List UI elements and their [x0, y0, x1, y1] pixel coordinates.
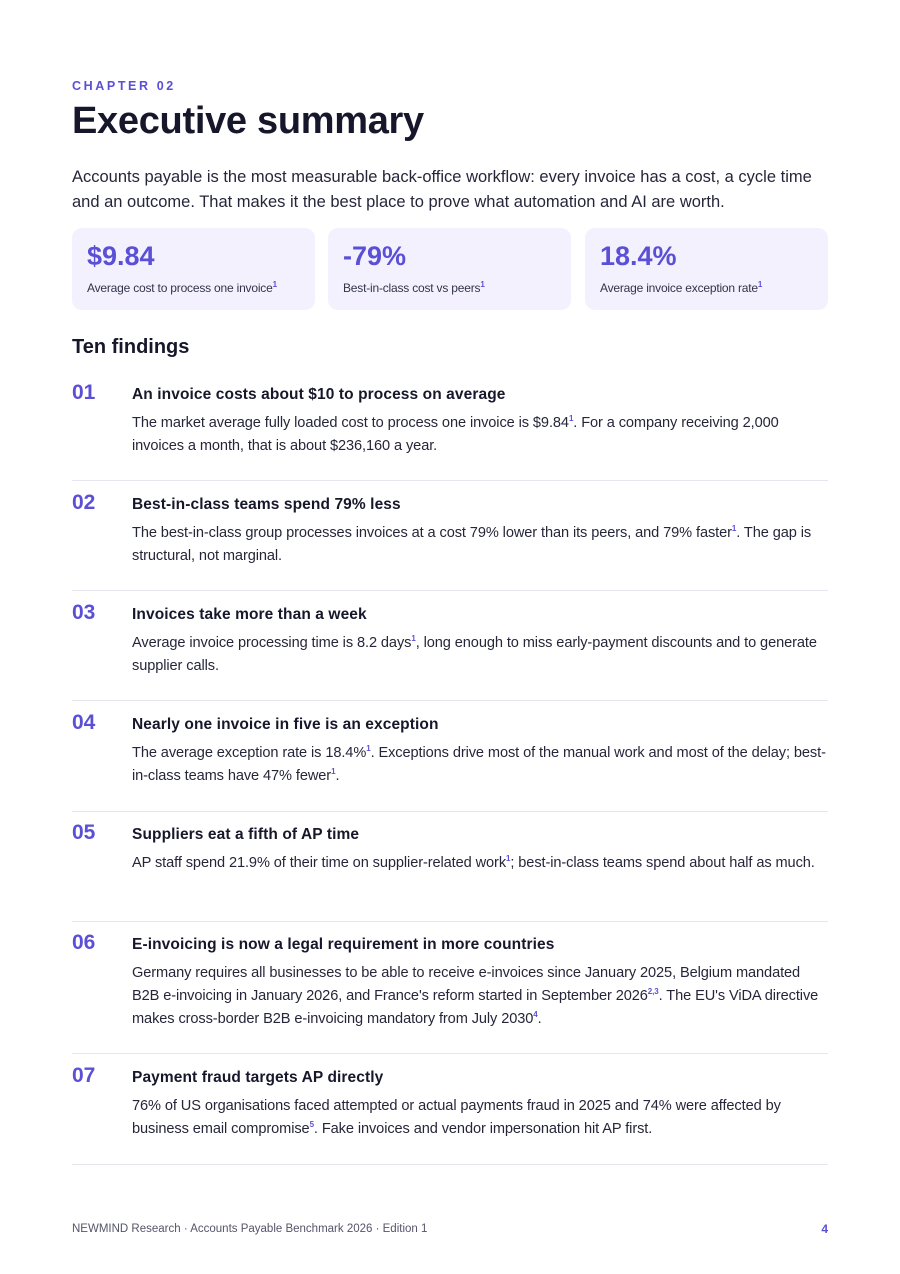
stat-label-text: Best-in-class cost vs peers: [343, 281, 481, 295]
footnote-ref[interactable]: 2,3: [647, 987, 659, 997]
stat-label: [87, 281, 300, 295]
footnote-ref[interactable]: 1: [731, 524, 737, 534]
finding-title: An invoice costs about $10 to process on average: [132, 386, 506, 403]
finding-number: 03: [72, 601, 96, 624]
stat-value: 18.4%: [600, 241, 677, 271]
finding-text: [132, 1095, 828, 1141]
footer-citation: NEWMIND Research · Accounts Payable Benchmark 2026 · Edition 1: [72, 1223, 428, 1235]
finding-text-run: The best-in-class group processes invoices at a cost 79% lower than its peers, and 79% faster: [132, 525, 732, 541]
finding-text: [132, 962, 828, 1031]
finding-text-run: 76% of US organisations faced attempted or actual payments fraud in 2025 and 74% were affected by business email compromise: [132, 1098, 781, 1137]
footnote-ref[interactable]: 1: [331, 767, 336, 777]
finding-title: Payment fraud targets AP directly: [132, 1069, 384, 1086]
footnote-ref[interactable]: 1: [480, 280, 485, 289]
finding-number: 07: [72, 1064, 96, 1087]
chapter-kicker: CHAPTER 02: [72, 79, 176, 93]
finding-number: 01: [72, 381, 96, 404]
stat-card-best-in-class: [328, 228, 571, 310]
findings-heading: Ten findings: [72, 336, 190, 358]
footnote-ref[interactable]: 4: [533, 1010, 538, 1020]
finding-body: [132, 715, 828, 788]
finding-text-run: . The EU's ViDA directive makes cross-border B2B e-invoicing mandatory from July 2030: [132, 988, 819, 1027]
page-number: 4: [821, 1222, 828, 1236]
finding-text-run: . The gap is structural, not marginal.: [132, 525, 812, 564]
stat-card-exception-rate: [585, 228, 828, 310]
finding-text-run: .: [335, 768, 340, 784]
finding-title: E-invoicing is now a legal requirement in more countries: [132, 936, 555, 953]
intro-paragraph: Accounts payable is the most measurable back-office workflow: every invoice has a cost, a cycle time and an outcome. That makes it the best place to prove what automation and AI are worth.: [72, 168, 812, 211]
stat-value: $9.84: [87, 241, 155, 271]
finding-title: Invoices take more than a week: [132, 606, 367, 623]
finding-text: [132, 522, 828, 568]
finding-text-run: The average exception rate is 18.4%: [132, 745, 367, 761]
finding-number: 05: [72, 821, 96, 844]
finding-text-run: The market average fully loaded cost to process one invoice is $9.84: [132, 415, 569, 431]
finding-text-run: . Exceptions drive most of the manual work and most of the delay; best-in-class teams have 47% fewer: [132, 745, 826, 784]
stat-label-text: Average cost to process one invoice: [87, 281, 273, 295]
finding-text: [132, 742, 828, 788]
footnote-ref[interactable]: 5: [309, 1120, 314, 1130]
finding-text: [132, 852, 828, 875]
finding-text-run: ; best-in-class teams spend about half as much.: [510, 855, 815, 871]
finding-text: [132, 632, 828, 678]
finding-title: Best-in-class teams spend 79% less: [132, 496, 401, 513]
divider: [72, 700, 828, 701]
stat-label: [600, 281, 813, 295]
divider: [72, 480, 828, 481]
footnote-ref[interactable]: 1: [506, 854, 511, 864]
stat-label-text: Average invoice exception rate: [600, 281, 758, 295]
divider: [72, 811, 828, 812]
footnote-ref[interactable]: 1: [757, 280, 763, 289]
stat-cards: [72, 228, 828, 310]
stat-value: -79%: [343, 241, 407, 271]
finding-number: 02: [72, 491, 96, 514]
finding-title: Nearly one invoice in five is an exception: [132, 716, 439, 733]
finding-body: [132, 1068, 828, 1141]
page-title: Executive summary: [72, 100, 424, 142]
finding-text-run: , long enough to miss early-payment discounts and to generate supplier calls.: [132, 635, 817, 674]
finding-text-run: . Fake invoices and vendor impersonation hit AP first.: [313, 1121, 653, 1137]
finding-body: [132, 385, 828, 458]
finding-number: 04: [72, 711, 96, 734]
finding-body: [132, 605, 828, 678]
footnote-ref[interactable]: 1: [366, 744, 371, 754]
finding-text-run: .: [537, 1011, 542, 1027]
finding-text-run: . For a company receiving 2,000 invoices a month, that is about $236,160 a year.: [132, 415, 779, 454]
footnote-ref[interactable]: 1: [568, 414, 574, 424]
finding-body: [132, 825, 828, 875]
stat-label: [343, 281, 556, 295]
divider: [72, 921, 828, 922]
finding-text-run: AP staff spend 21.9% of their time on supplier-related work: [132, 855, 507, 871]
stat-card-cost: [72, 228, 315, 310]
finding-text: [132, 412, 828, 458]
finding-title: Suppliers eat a fifth of AP time: [132, 826, 360, 843]
divider: [72, 1053, 828, 1054]
finding-body: [132, 935, 828, 1031]
footnote-ref[interactable]: 1: [411, 634, 416, 644]
divider: [72, 590, 828, 591]
finding-number: 06: [72, 931, 96, 954]
footnote-ref[interactable]: 1: [272, 280, 277, 289]
finding-body: [132, 495, 828, 568]
finding-text-run: Germany requires all businesses to be able to receive e-invoices since January 2025, Belgium mandated B2B e-invoicing in January 2026, and France's reform started in September 2026: [132, 965, 801, 1004]
finding-text-run: Average invoice processing time is 8.2 days: [132, 635, 412, 651]
divider: [72, 1164, 828, 1165]
